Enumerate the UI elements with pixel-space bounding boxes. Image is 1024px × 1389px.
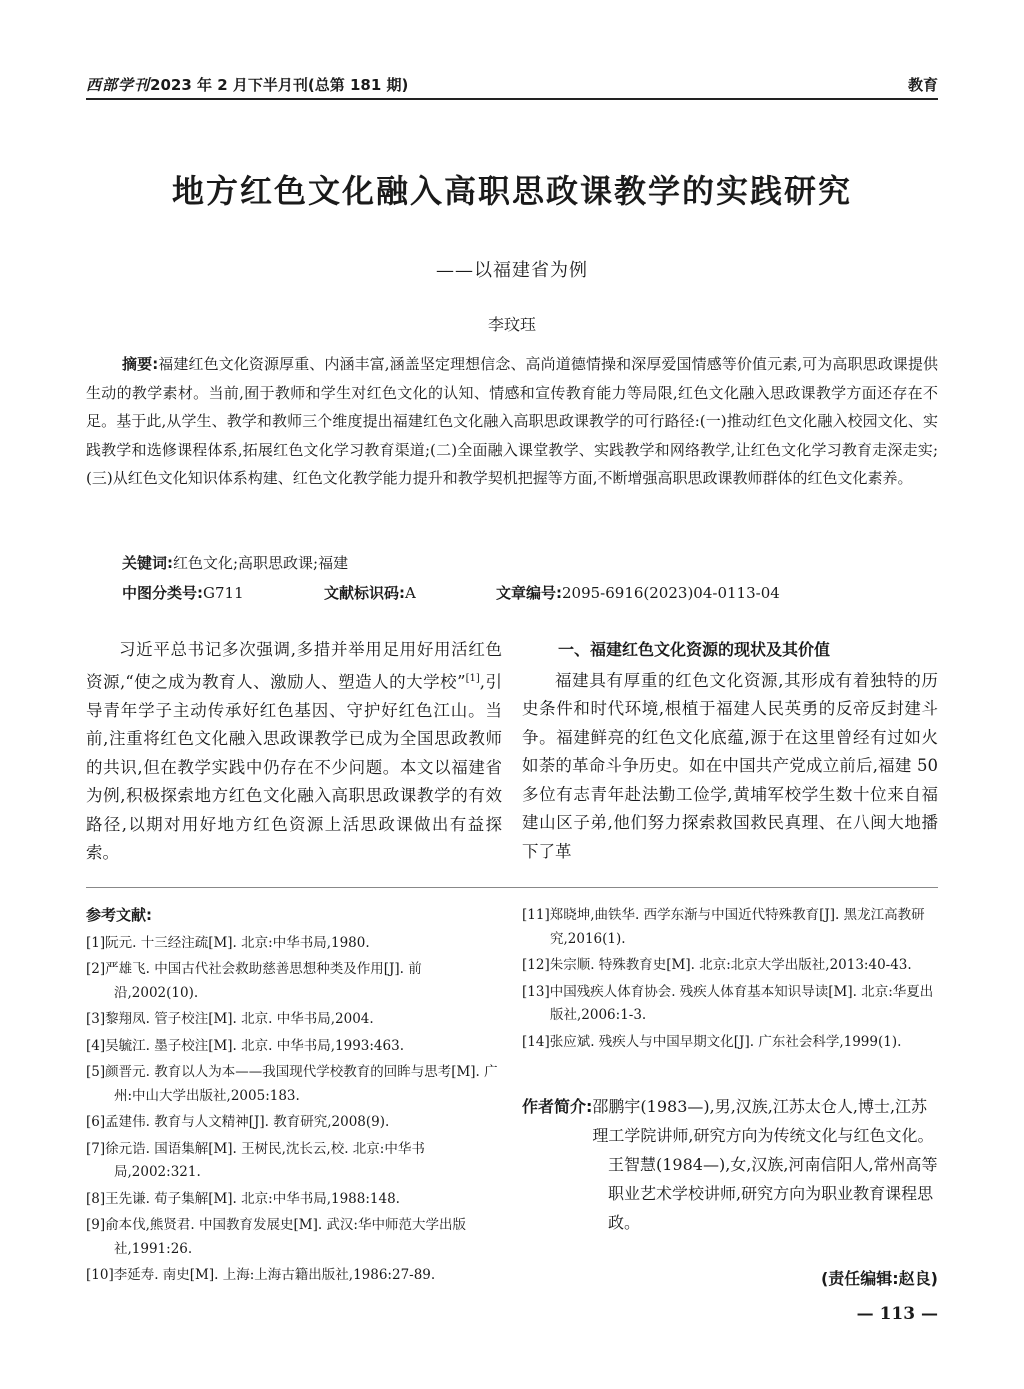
document-code: [324, 580, 496, 606]
references-left: [86, 904, 502, 1291]
classification-line: [122, 580, 922, 606]
reference-item: [3]黎翔凤. 管子校注[M]. 北京. 中华书局,2004.: [86, 1011, 374, 1027]
references-title: 参考文献:: [86, 906, 152, 924]
section-heading: 一、福建红色文化资源的现状及其价值: [558, 640, 831, 659]
reference-item: [7]徐元诰. 国语集解[M]. 王树民,沈长云,校. 北京:中华书局,2002:321.: [86, 1140, 425, 1180]
reference-item: [11]郑晓坤,曲铁华. 西学东渐与中国近代特殊教育[J]. 黑龙江高教研究,2016(1).: [522, 907, 925, 947]
article-label: 文章编号:: [496, 584, 562, 602]
abstract: [86, 350, 938, 493]
footnote-rule: [86, 887, 938, 888]
article-title: 地方红色文化融入高职思政课教学的实践研究: [171, 172, 852, 210]
reference-item: [5]颜晋元. 教育以人为本——我国现代学校教育的回眸与思考[M]. 广州:中山大学出版社,2005:183.: [86, 1064, 498, 1104]
references-right: [522, 904, 938, 1057]
issue-text: 2023 年 2 月下半月刊(总第 181 期): [150, 76, 409, 94]
reference-item: [6]孟建伟. 教育与人文精神[J]. 教育研究,2008(9).: [86, 1114, 390, 1130]
responsible-editor: (责任编辑:赵良): [820, 1269, 938, 1288]
header-rule: [86, 98, 938, 100]
article-subtitle: ——以福建省为例: [436, 260, 588, 281]
article-value: 2095-6916(2023)04-0113-04: [562, 584, 780, 602]
reference-item: [12]朱宗顺. 特殊教育史[M]. 北京:北京大学出版社,2013:40-43.: [522, 957, 912, 973]
reference-item: [8]王先谦. 荀子集解[M]. 北京:中华书局,1988:148.: [86, 1190, 400, 1207]
reference-item: [4]吴毓江. 墨子校注[M]. 北京. 中华书局,1993:463.: [86, 1037, 404, 1054]
page-number: — 113 —: [856, 1304, 938, 1324]
reference-item: [13]中国残疾人体育协会. 残疾人体育基本知识导读[M]. 北京:华夏出版社,2006:1-3.: [522, 983, 934, 1023]
body-right-column: [522, 636, 938, 866]
article-author: 李玟珏: [487, 315, 536, 334]
author-bio: [522, 1092, 938, 1237]
intro-paragraph: [86, 636, 502, 868]
reference-item: [9]俞本伐,熊贤君. 中国教育发展史[M]. 武汉:华中师范大学出版社,1991:26.: [86, 1217, 466, 1257]
section-name: 教育: [907, 76, 938, 94]
bio-second-author: 王智慧(1984—),女,汉族,河南信阳人,常州高等职业艺术学校讲师,研究方向为职业教育课程思政。: [608, 1155, 938, 1232]
bio-first-author: 邵鹏宇(1983—),男,汉族,江苏太仓人,博士,江苏理工学院讲师,研究方向为传统文化与红色文化。: [592, 1097, 934, 1145]
citation-sup: [1]: [465, 672, 480, 684]
keywords-label: 关键词:: [122, 554, 173, 572]
intro-text-a: 习近平总书记多次强调,多措并举用足用好用活红色资源,“使之成为教育人、激励人、塑造人的大学校”: [86, 640, 502, 691]
reference-item: [1]阮元. 十三经注疏[M]. 北京:中华书局,1980.: [86, 934, 370, 951]
abstract-text: 福建红色文化资源厚重、内涵丰富,涵盖坚定理想信念、高尚道德情操和深厚爱国情感等价值元素,可为高职思政课提供生动的教学素材。当前,囿于教师和学生对红色文化的认知、情感和宣传教育能力等局限,红色文化融入思政课教学方面还存在不足。基于此,从学生、教学和教师三个维度提出福建红色文化融入高职思政课教学的可行路径:(一)推动红色文化融入校园文化、实践教学和选修课程体系,拓展红色文化学习教育渠道;(二)全面融入课堂教学、实践教学和网络教学,让红色文化学习教育走深走实;(三)从红色文化知识体系构建、红色文化教学能力提升和教学契机把握等方面,不断增强高职思政课教师群体的红色文化素养。: [86, 355, 938, 487]
reference-item: [2]严雄飞. 中国古代社会救助慈善思想种类及作用[J]. 前沿,2002(10).: [86, 961, 422, 1001]
keywords-text: 红色文化;高职思政课;福建: [173, 554, 349, 572]
abstract-label: 摘要:: [122, 355, 159, 373]
keywords: [122, 550, 348, 576]
article-number: [496, 580, 780, 606]
running-header: [86, 74, 938, 98]
section-paragraph: 福建具有厚重的红色文化资源,其形成有着独特的历史条件和时代环境,根植于福建人民英勇的反帝反封建斗争。福建鲜亮的红色文化底蕴,源于在这里曾经有过如火如荼的革命斗争历史。如在中国共产党成立前后,福建 50 多位有志青年赴法勤工俭学,黄埔军校学生数十位来自福建山区子弟,他们努力探索救国救民真理、在八闽大地播下了革: [522, 670, 938, 861]
bio-row-first: [522, 1092, 938, 1150]
journal-issue-info: [86, 74, 408, 95]
clc-label: 中图分类号:: [122, 584, 203, 602]
doc-label: 文献标识码:: [324, 584, 405, 602]
reference-item: [14]张应斌. 残疾人与中国早期文化[J]. 广东社会科学,1999(1).: [522, 1033, 902, 1050]
clc-value: G711: [203, 584, 244, 602]
reference-item: [10]李延寿. 南史[M]. 上海:上海古籍出版社,1986:27-89.: [86, 1267, 436, 1283]
journal-logo: 西部学刊: [86, 76, 151, 94]
clc-number: [122, 580, 324, 606]
intro-text-b: ,引导青年学子主动传承好红色基因、守护好红色江山。当前,注重将红色文化融入思政课教学已成为全国思政教师的共识,但在教学实践中仍存在不少问题。本文以福建省为例,积极探索地方红色文化融入高职思政课教学的有效路径,以期对用好地方红色资源上活思政课做出有益探索。: [86, 672, 502, 862]
doc-value: A: [405, 584, 416, 602]
body-left-column: [86, 636, 502, 868]
bio-label: 作者简介:: [522, 1097, 593, 1116]
